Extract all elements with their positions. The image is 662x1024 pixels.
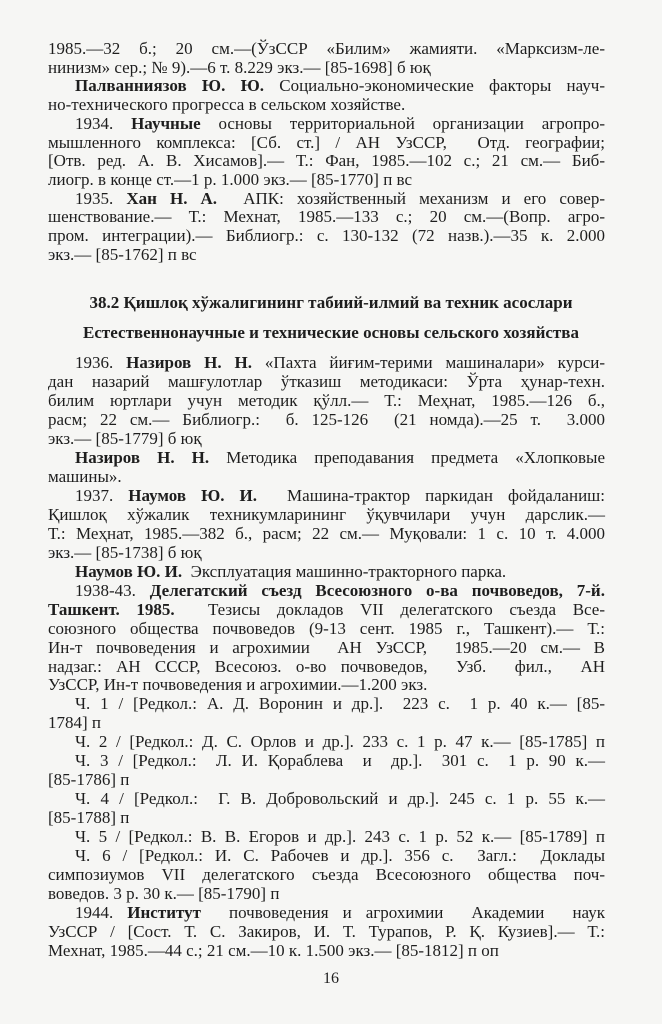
body-text: 1934. bbox=[75, 113, 132, 133]
bold-heading-text: Делегатский съезд Всесоюзного о-ва почвоведов, 7-й. bbox=[149, 580, 605, 600]
body-text: 1936. bbox=[75, 353, 127, 372]
body-text: Машина-трактор паркидан фойдаланиш: bbox=[256, 485, 605, 505]
text-line bbox=[48, 808, 605, 827]
text-line bbox=[48, 245, 605, 264]
body-text: нинизм» сер.; № 9).—6 т. 8.229 экз.— [85-1698] б юқ bbox=[48, 57, 431, 77]
bold-heading-text: Научные bbox=[131, 113, 201, 133]
text-line bbox=[48, 713, 605, 732]
body-text: союзного общества почвоведов (9-13 сент. 1985 г., Ташкент).— Т.: bbox=[48, 618, 605, 638]
body-text: [85-1788] п bbox=[48, 808, 130, 828]
text-line bbox=[75, 827, 605, 846]
text-line bbox=[48, 391, 605, 410]
text-line bbox=[48, 39, 605, 58]
text-line bbox=[48, 638, 605, 657]
text-line bbox=[48, 524, 605, 543]
text-line bbox=[48, 884, 605, 903]
text-line bbox=[48, 95, 605, 114]
text-line bbox=[48, 170, 605, 189]
text-line bbox=[48, 410, 605, 429]
body-text: Ч. 4 / [Редкол.: Г. В. Добровольский и др.]. 245 с. 1 р. 55 к.— bbox=[75, 789, 605, 809]
text-line bbox=[48, 133, 605, 152]
bold-heading-text: Наумов Ю. И. bbox=[75, 561, 183, 581]
text-line bbox=[48, 770, 605, 789]
body-text: основы территориальной организации агропро- bbox=[200, 113, 606, 133]
body-text: воведов. 3 р. 30 к.— [85-1790] п bbox=[48, 884, 280, 904]
body-text: экз.— [85-1762] п вс bbox=[48, 244, 197, 264]
bold-heading-text: Наумов Ю. И. bbox=[128, 485, 257, 505]
body-text: 1784] п bbox=[48, 713, 102, 733]
text-line bbox=[48, 922, 605, 941]
section-heading-russian: Естественнонаучные и технические основы сельского хозяйства bbox=[83, 323, 579, 342]
body-text: Ч. 5 / [Редкол.: В. В. Егоров и др.]. 243 с. 1 р. 52 к.— [85-1789] п bbox=[75, 827, 605, 847]
body-text: Ч. 3 / [Редкол.: Л. И. Қораблева и др.]. 301 с. 1 р. 90 к.— bbox=[75, 751, 605, 771]
body-text: лиогр. в конце ст.—1 р. 1.000 экз.— [85-1770] п вс bbox=[48, 169, 413, 189]
body-text: почвоведения и агрохимии Академии наук bbox=[200, 903, 605, 923]
body-text: билим юртлари учун методик қўлл.— Т.: Меҳнат, 1985.—126 б., bbox=[48, 390, 605, 410]
body-text: дан назарий машғулотлар ўтказиш методикаси: Ўрта ҳунар-техн. bbox=[48, 371, 605, 391]
body-text: Ч. 1 / [Редкол.: А. Д. Воронин и др.]. 223 с. 1 р. 40 к.— [85- bbox=[75, 694, 605, 714]
body-text: мышленного комплекса: [Сб. ст.] / АН УзССР, Отд. географии; bbox=[48, 132, 605, 152]
body-text: УзССР, Ин-т почвоведения и агрохимии.—1.200 экз. bbox=[48, 675, 428, 695]
body-text: Методика преподавания предмета «Хлопковые bbox=[209, 447, 605, 467]
text-line bbox=[48, 151, 605, 170]
body-text: 1938-43. bbox=[75, 580, 150, 600]
body-text: «Пахта йиғим-терими машиналари» курси- bbox=[252, 353, 605, 372]
text-line bbox=[75, 486, 605, 505]
body-text: машины». bbox=[48, 466, 122, 486]
body-text: надзаг.: АН СССР, Всесоюз. о-во почвоведов, Узб. фил., АН bbox=[48, 656, 605, 676]
bold-heading-text: Хан Н. А. bbox=[126, 188, 218, 208]
bold-heading-text: Палванниязов Ю. Ю. bbox=[75, 76, 264, 96]
text-line bbox=[48, 58, 605, 77]
text-line bbox=[48, 226, 605, 245]
text-line bbox=[75, 353, 605, 372]
text-line bbox=[48, 372, 605, 391]
body-text: Эксплуатация машинно-тракторного парка. bbox=[182, 561, 507, 581]
text-line bbox=[48, 941, 605, 960]
text-line bbox=[75, 114, 605, 133]
text-line bbox=[48, 619, 605, 638]
body-text: Ч. 6 / [Редкол.: И. С. Рабочев и др.]. 356 с. Загл.: Доклады bbox=[75, 846, 605, 866]
text-line bbox=[75, 789, 605, 808]
body-text: экз.— [85-1779] б юқ bbox=[48, 428, 202, 448]
body-text: АПК: хозяйственный механизм и его совер- bbox=[217, 188, 606, 208]
text-line bbox=[75, 694, 605, 713]
text-line bbox=[75, 581, 605, 600]
body-text: 1935. bbox=[75, 188, 127, 208]
body-text: [85-1786] п bbox=[48, 770, 130, 790]
text-line bbox=[75, 448, 605, 467]
body-text: 1985.—32 б.; 20 см.—(ЎзССР «Билим» жамияти. «Марксизм-ле- bbox=[48, 39, 605, 58]
body-text: но-технического прогресса в сельском хозяйстве. bbox=[48, 95, 406, 115]
text-line bbox=[48, 505, 605, 524]
body-text: расм; 22 см.— Библиогр.: б. 125-126 (21 номда).—25 т. 3.000 bbox=[48, 409, 605, 429]
text-line bbox=[48, 543, 605, 562]
text-line bbox=[75, 751, 605, 770]
body-text: Т.: Меҳнат, 1985.—382 б., расм; 22 см.— Муқовали: 1 с. 10 т. 4.000 bbox=[48, 523, 605, 543]
body-text: Тезисы докладов VII делегатского съезда Все- bbox=[174, 599, 605, 619]
text-line bbox=[48, 429, 605, 448]
body-text: УзССР / [Сост. Т. С. Закиров, И. Т. Турапов, Р. Қ. Кузиев].— Т.: bbox=[48, 922, 605, 942]
text-line bbox=[75, 846, 605, 865]
bold-heading-text: Назиров Н. Н. bbox=[126, 353, 253, 372]
body-text: пром. интеграции).— Библиогр.: с. 130-132 (72 назв.).—35 к. 2.000 bbox=[48, 226, 605, 245]
text-line bbox=[48, 657, 605, 676]
bold-heading-text: Ташкент. 1985. bbox=[48, 599, 175, 619]
text-line bbox=[75, 76, 605, 95]
body-text: экз.— [85-1738] б юқ bbox=[48, 542, 202, 562]
text-line bbox=[48, 865, 605, 884]
body-text: симпозиумов VII делегатского съезда Всесоюзного общества поч- bbox=[48, 865, 605, 885]
text-line bbox=[48, 207, 605, 226]
bold-heading-text: Назиров Н. Н. bbox=[75, 447, 210, 467]
page-number: 16 bbox=[323, 970, 339, 987]
body-text: Ин-т почвоведения и агрохимии АН УзССР, 1985.—20 см.— В bbox=[48, 637, 605, 657]
text-line bbox=[48, 600, 605, 619]
body-text: Мехнат, 1985.—44 с.; 21 см.—10 к. 1.500 экз.— [85-1812] п оп bbox=[48, 941, 499, 961]
text-line bbox=[75, 562, 605, 581]
text-line bbox=[75, 903, 605, 922]
text-line bbox=[48, 467, 605, 486]
body-text: [Отв. ред. А. В. Хисамов].— Т.: Фан, 1985.—102 с.; 21 см.— Биб- bbox=[48, 151, 605, 171]
body-text: Ч. 2 / [Редкол.: Д. С. Орлов и др.]. 233 с. 1 р. 47 к.— [85-1785] п bbox=[75, 732, 605, 752]
section-heading-uzbek: 38.2 Қишлоқ хўжалигининг табиий-илмий ва техник асослари bbox=[89, 293, 573, 312]
body-text: 1944. bbox=[75, 903, 128, 923]
bold-heading-text: Институт bbox=[127, 903, 201, 923]
body-text: Социально-экономические факторы науч- bbox=[263, 76, 605, 96]
text-line bbox=[48, 675, 605, 694]
body-text: Қишлоқ хўжалик техникумларининг ўқувчилари учун дарслик.— bbox=[48, 504, 605, 524]
text-line bbox=[75, 732, 605, 751]
text-line bbox=[75, 189, 605, 208]
body-text: шенствование.— Т.: Мехнат, 1985.—133 с.; 20 см.—(Вопр. агро- bbox=[48, 207, 605, 227]
body-text: 1937. bbox=[75, 485, 129, 505]
